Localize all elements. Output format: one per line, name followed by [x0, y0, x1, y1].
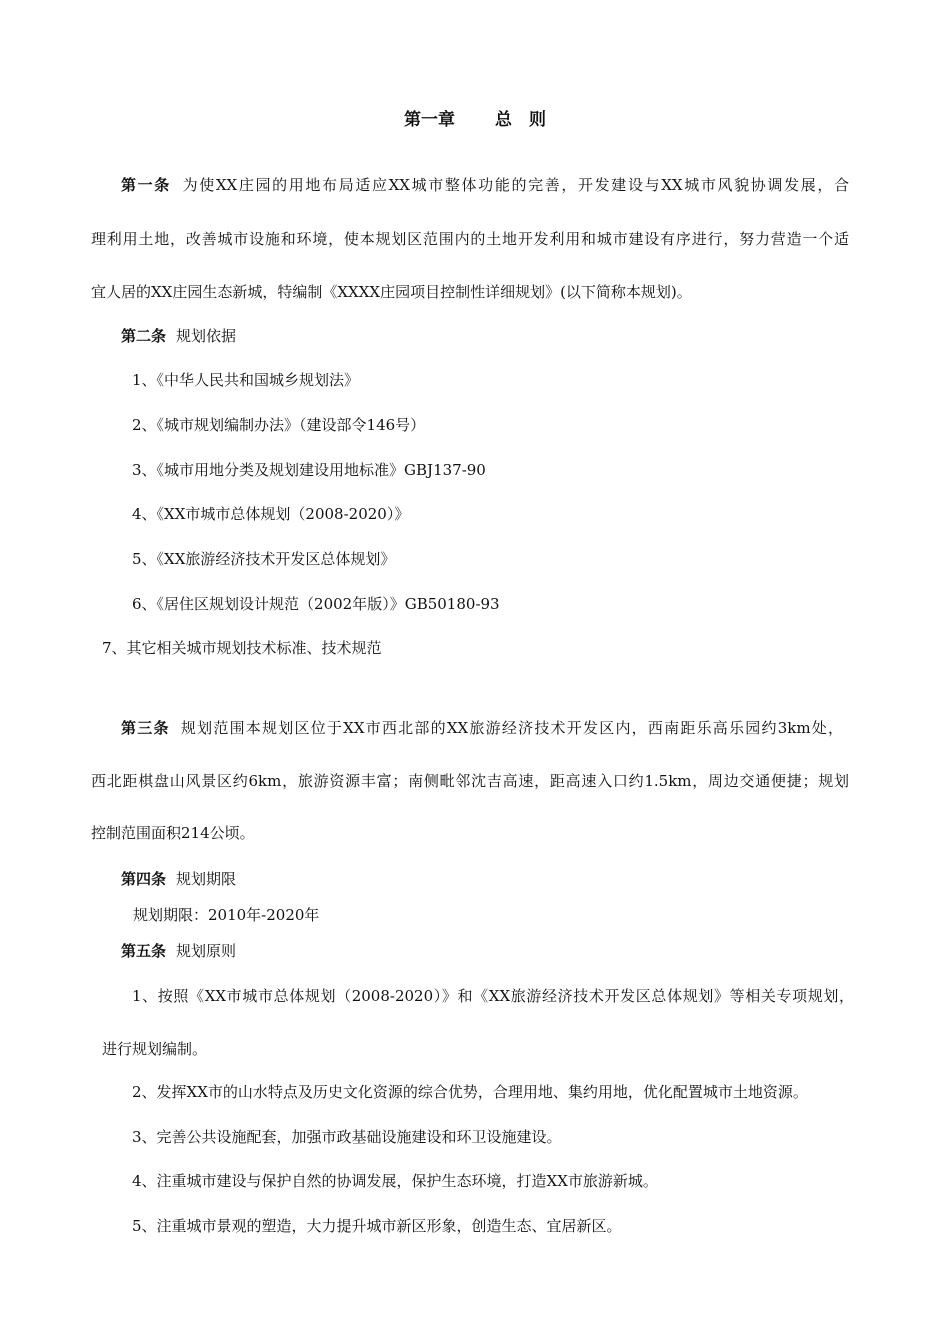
- article1-line1: [121, 175, 849, 195]
- chapter-title: [404, 110, 546, 130]
- list-item: 7、其它相关城市规划技术标准、技术规范: [102, 639, 382, 657]
- article4-heading-text: 规划期限: [176, 870, 237, 888]
- article4-label: 第四条: [121, 870, 167, 888]
- article3-line3: 控制范围面积214公顷。: [91, 824, 255, 842]
- list-item: 5、《XX旅游经济技术开发区总体规划》: [132, 550, 396, 568]
- article3-text-1: 规划范围本规划区位于XX市西北部的XX旅游经济技术开发区内，西南距乐高乐园约3km处，: [179, 719, 843, 737]
- chapter-name: 总 则: [495, 110, 546, 130]
- list-item: 4、《XX市城市总体规划（2008-2020）》: [132, 505, 410, 523]
- list-item: 3、完善公共设施配套，加强市政基础设施建设和环卫设施建设。: [132, 1128, 562, 1146]
- article5-label: 第五条: [121, 942, 167, 960]
- article3-label: 第三条: [121, 719, 170, 737]
- article3-line2: 西北距棋盘山风景区约6km，旅游资源丰富；南侧毗邻沈吉高速，距高速入口约1.5km，周边交通便捷；规划: [91, 772, 849, 790]
- article1-line2: 理利用土地，改善城市设施和环境，使本规划区范围内的土地开发利用和城市建设有序进行，努力营造一个适: [91, 230, 849, 248]
- list-item: 2、《城市规划编制办法》（建设部令146号）: [132, 416, 426, 434]
- list-item: 3、《城市用地分类及规划建设用地标准》GBJ137-90: [132, 461, 486, 479]
- article5-heading-text: 规划原则: [176, 942, 237, 960]
- article3-line1: [121, 718, 843, 738]
- list-item: 1、按照《XX市城市总体规划（2008-2020）》和《XX旅游经济技术开发区总体规划》等相关专项规划，: [132, 987, 854, 1005]
- list-item: 2、发挥XX市的山水特点及历史文化资源的综合优势，合理用地、集约用地，优化配置城市土地资源。: [132, 1083, 808, 1101]
- chapter-number: 第一章: [404, 110, 455, 130]
- article2-heading-text: 规划依据: [176, 327, 237, 345]
- list-item: 5、注重城市景观的塑造，大力提升城市新区形象，创造生态、宜居新区。: [132, 1217, 622, 1235]
- article1-text-1: 为使XX庄园的用地布局适应XX城市整体功能的完善，开发建设与XX城市风貌协调发展，合: [180, 176, 849, 194]
- article4-heading: [121, 869, 236, 889]
- article5-heading: [121, 941, 236, 961]
- article1-line3: 宜人居的XX庄园生态新城，特编制《XXXX庄园项目控制性详细规划》(以下简称本规划)。: [91, 283, 692, 301]
- article2-label: 第二条: [121, 327, 167, 345]
- list-item: 6、《居住区规划设计规范（2002年版）》GB50180-93: [132, 595, 500, 613]
- article4-text: 规划期限：2010年-2020年: [133, 906, 320, 924]
- list-item: 进行规划编制。: [102, 1040, 208, 1058]
- article1-label: 第一条: [121, 176, 171, 194]
- list-item: 1、《中华人民共和国城乡规划法》: [132, 371, 360, 389]
- article2-heading: [121, 326, 236, 346]
- list-item: 4、注重城市建设与保护自然的协调发展，保护生态环境，打造XX市旅游新城。: [132, 1172, 658, 1190]
